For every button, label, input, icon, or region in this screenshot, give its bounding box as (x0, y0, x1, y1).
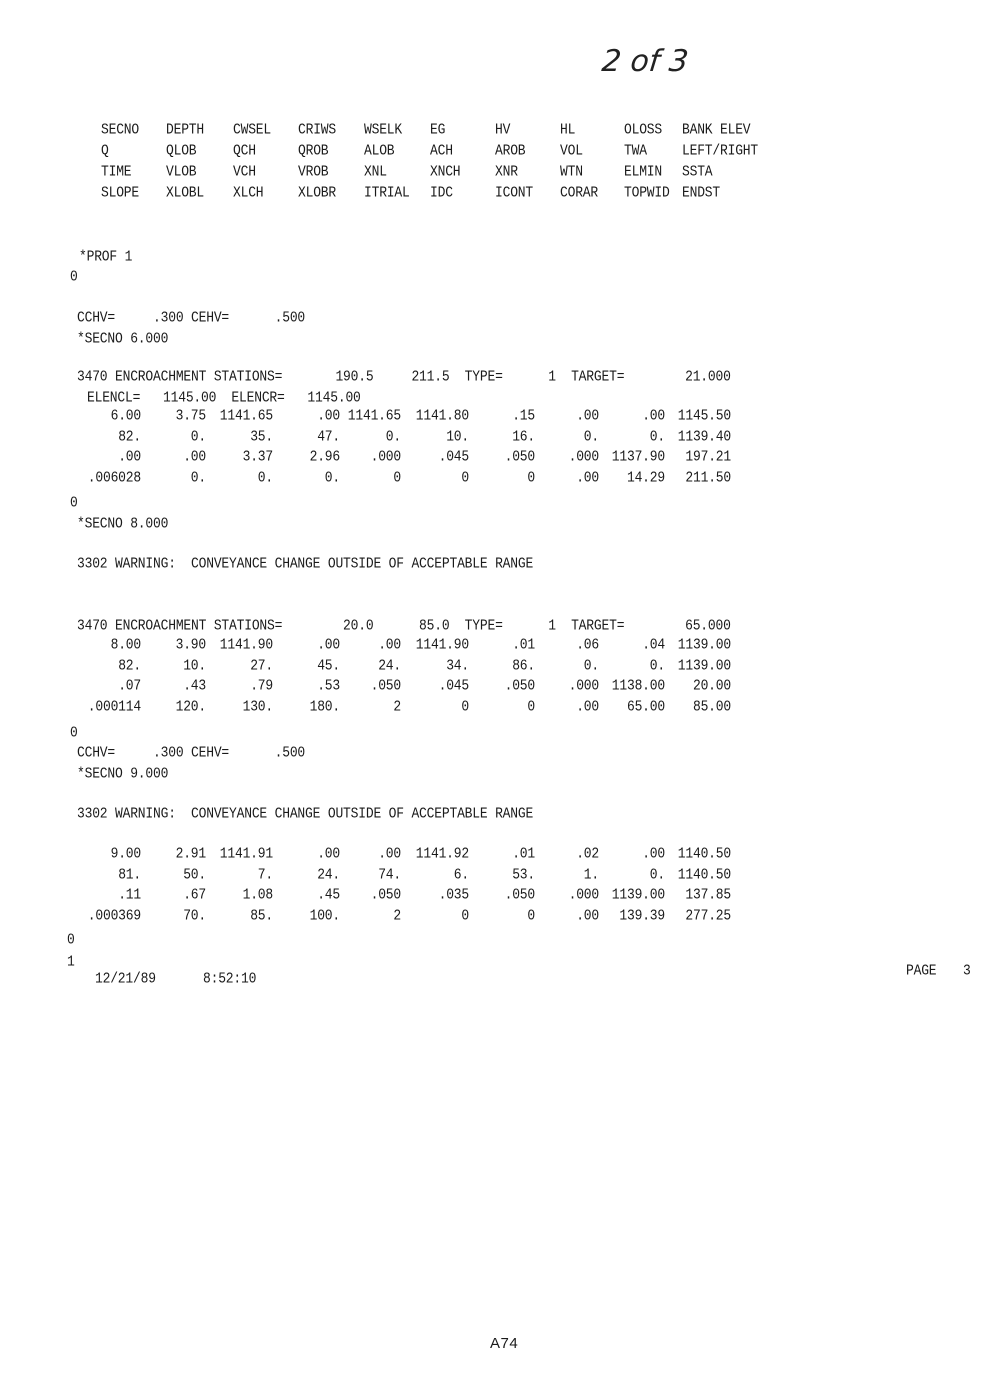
table-cell: 1145.50 (677, 407, 731, 425)
header-cell: VCH (233, 163, 256, 181)
table-cell: 120. (175, 697, 206, 715)
table-cell: .050 (370, 677, 401, 695)
table-cell: .00 (642, 407, 665, 425)
cchv-line: CCHV= .300 CEHV= .500 (77, 744, 306, 762)
table-cell: 180. (309, 697, 340, 715)
table-cell: 74. (378, 865, 401, 883)
table-cell: .00 (576, 697, 599, 715)
table-cell: .00 (118, 448, 141, 466)
table-cell: .15 (512, 407, 535, 425)
secno-line: *SECNO 6.000 (77, 330, 169, 348)
encroachment-line: 3470 ENCROACHMENT STATIONS= 20.0 85.0 TYPE= 1 TARGET= 65.000 (77, 617, 731, 635)
header-cell: ELMIN (624, 163, 663, 181)
header-cell: TIME (101, 163, 132, 181)
table-cell: 85.00 (692, 697, 731, 715)
table-cell: 86. (512, 656, 535, 674)
table-cell: .07 (118, 677, 141, 695)
header-cell: XNR (495, 163, 518, 181)
table-cell: 3.75 (175, 407, 206, 425)
table-cell: 0. (257, 468, 273, 486)
table-cell: 0. (324, 468, 340, 486)
table-cell: 130. (242, 697, 273, 715)
table-cell: 1.08 (242, 886, 273, 904)
table-cell: 2 (393, 906, 401, 924)
table-cell: 81. (118, 865, 141, 883)
header-cell: XNL (364, 163, 387, 181)
table-cell: 1141.65 (347, 407, 401, 425)
page-id: A74 (490, 1335, 519, 1352)
table-cell: .00 (378, 636, 401, 654)
header-cell: VOL (560, 142, 583, 160)
header-cell: ALOB (364, 142, 395, 160)
header-cell: HL (560, 121, 576, 139)
header-cell: ENDST (682, 184, 721, 202)
table-cell: 70. (183, 906, 206, 924)
cchv-line: CCHV= .300 CEHV= .500 (77, 309, 306, 327)
table-cell: 1141.90 (219, 636, 273, 654)
table-cell: .00 (642, 845, 665, 863)
table-cell: .01 (512, 845, 535, 863)
table-cell: 65.00 (626, 697, 665, 715)
secno-line: *SECNO 8.000 (77, 515, 169, 533)
table-cell: 35. (250, 427, 273, 445)
header-cell: ITRIAL (364, 184, 410, 202)
table-cell: 6. (453, 865, 469, 883)
table-cell: .000369 (87, 906, 141, 924)
table-cell: .79 (250, 677, 273, 695)
table-cell: 10. (183, 656, 206, 674)
table-cell: 0. (190, 427, 206, 445)
table-cell: .000 (568, 677, 599, 695)
table-cell: 1139.40 (677, 427, 731, 445)
encroachment-line: 3470 ENCROACHMENT STATIONS= 190.5 211.5 TYPE= 1 TARGET= 21.000 (77, 368, 731, 386)
table-cell: 0. (649, 427, 665, 445)
header-cell: WTN (560, 163, 583, 181)
table-cell: .53 (317, 677, 340, 695)
run-date: 12/21/89 (95, 970, 156, 988)
header-cell: CORAR (560, 184, 599, 202)
table-cell: .050 (370, 886, 401, 904)
table-cell: 0 (461, 697, 469, 715)
table-cell: 9.00 (110, 845, 141, 863)
table-cell: .01 (512, 636, 535, 654)
table-cell: .06 (576, 636, 599, 654)
header-cell: ACH (430, 142, 453, 160)
header-cell: BANK ELEV (682, 121, 751, 139)
table-cell: .00 (317, 407, 340, 425)
table-cell: .000 (370, 448, 401, 466)
table-cell: 0. (385, 427, 401, 445)
table-cell: 0 (461, 468, 469, 486)
header-cell: XLOBR (298, 184, 337, 202)
table-cell: .035 (438, 886, 469, 904)
table-cell: 0. (583, 427, 599, 445)
table-cell: 16. (512, 427, 535, 445)
table-cell: 1140.50 (677, 865, 731, 883)
table-cell: 0. (583, 656, 599, 674)
header-cell: CRIWS (298, 121, 337, 139)
table-cell: 45. (317, 656, 340, 674)
header-cell: XLOBL (166, 184, 205, 202)
table-cell: .050 (504, 448, 535, 466)
table-cell: 24. (317, 865, 340, 883)
one-marker: 1 (67, 953, 75, 971)
table-cell: .00 (576, 906, 599, 924)
page-label: PAGE (906, 962, 937, 980)
header-cell: QCH (233, 142, 256, 160)
header-cell: ICONT (495, 184, 534, 202)
header-cell: TWA (624, 142, 647, 160)
table-cell: 2.91 (175, 845, 206, 863)
header-cell: OLOSS (624, 121, 663, 139)
table-cell: 6.00 (110, 407, 141, 425)
table-cell: 3.37 (242, 448, 273, 466)
table-cell: 211.50 (685, 468, 731, 486)
header-cell: EG (430, 121, 446, 139)
table-cell: .000 (568, 448, 599, 466)
table-cell: 1. (583, 865, 599, 883)
table-cell: 8.00 (110, 636, 141, 654)
table-cell: 0 (527, 906, 535, 924)
table-cell: 27. (250, 656, 273, 674)
zero-marker: 0 (70, 724, 78, 742)
header-cell: IDC (430, 184, 453, 202)
table-cell: 82. (118, 656, 141, 674)
table-cell: 0. (649, 656, 665, 674)
table-cell: 2.96 (309, 448, 340, 466)
table-cell: 139.39 (619, 906, 665, 924)
warning-line: 3302 WARNING: CONVEYANCE CHANGE OUTSIDE OF ACCEPTABLE RANGE (77, 805, 534, 823)
header-cell: HV (495, 121, 511, 139)
table-cell: .050 (504, 677, 535, 695)
table-cell: .000 (568, 886, 599, 904)
table-cell: 100. (309, 906, 340, 924)
header-cell: XLCH (233, 184, 264, 202)
table-cell: 1138.00 (611, 677, 665, 695)
secno-line: *SECNO 9.000 (77, 765, 169, 783)
table-cell: 0 (461, 906, 469, 924)
table-cell: 2 (393, 697, 401, 715)
run-time: 8:52:10 (203, 970, 257, 988)
elencl-line: ELENCL= 1145.00 ELENCR= 1145.00 (87, 389, 361, 407)
table-cell: 14.29 (626, 468, 665, 486)
table-cell: 1139.00 (611, 886, 665, 904)
handwritten-page-count: 2 of 3 (600, 44, 691, 79)
table-cell: 1141.92 (415, 845, 469, 863)
table-cell: 1141.91 (219, 845, 273, 863)
table-cell: 10. (446, 427, 469, 445)
table-cell: .45 (317, 886, 340, 904)
table-cell: 1141.80 (415, 407, 469, 425)
table-cell: .045 (438, 677, 469, 695)
table-cell: 20.00 (692, 677, 731, 695)
table-cell: 1141.90 (415, 636, 469, 654)
table-cell: 0. (649, 865, 665, 883)
header-cell: VROB (298, 163, 329, 181)
table-cell: .11 (118, 886, 141, 904)
header-cell: TOPWID (624, 184, 670, 202)
table-cell: .000114 (87, 697, 141, 715)
table-cell: 1137.90 (611, 448, 665, 466)
zero-marker: 0 (70, 268, 78, 286)
table-cell: .02 (576, 845, 599, 863)
table-cell: .045 (438, 448, 469, 466)
table-cell: 1139.00 (677, 636, 731, 654)
table-cell: .050 (504, 886, 535, 904)
header-cell: QROB (298, 142, 329, 160)
table-cell: 277.25 (685, 906, 731, 924)
table-cell: 82. (118, 427, 141, 445)
table-cell: 0. (190, 468, 206, 486)
table-cell: 53. (512, 865, 535, 883)
table-cell: 0 (393, 468, 401, 486)
page-number: 3 (963, 962, 971, 980)
zero-marker: 0 (67, 931, 75, 949)
table-cell: .43 (183, 677, 206, 695)
table-cell: 34. (446, 656, 469, 674)
table-cell: 50. (183, 865, 206, 883)
header-cell: VLOB (166, 163, 197, 181)
header-cell: DEPTH (166, 121, 205, 139)
table-cell: .00 (576, 468, 599, 486)
table-cell: 0 (527, 468, 535, 486)
table-cell: 85. (250, 906, 273, 924)
header-cell: SLOPE (101, 184, 140, 202)
table-cell: 3.90 (175, 636, 206, 654)
table-cell: 197.21 (685, 448, 731, 466)
warning-line: 3302 WARNING: CONVEYANCE CHANGE OUTSIDE OF ACCEPTABLE RANGE (77, 555, 534, 573)
table-cell: .00 (183, 448, 206, 466)
header-cell: XNCH (430, 163, 461, 181)
table-cell: 0 (527, 697, 535, 715)
table-cell: .04 (642, 636, 665, 654)
table-cell: 1140.50 (677, 845, 731, 863)
table-cell: 137.85 (685, 886, 731, 904)
header-cell: SSTA (682, 163, 713, 181)
table-cell: .00 (317, 636, 340, 654)
header-cell: AROB (495, 142, 526, 160)
table-cell: .00 (576, 407, 599, 425)
header-cell: LEFT/RIGHT (682, 142, 759, 160)
table-cell: 1141.65 (219, 407, 273, 425)
table-cell: 1139.00 (677, 656, 731, 674)
header-cell: CWSEL (233, 121, 272, 139)
table-cell: .67 (183, 886, 206, 904)
table-cell: .00 (378, 845, 401, 863)
table-cell: 47. (317, 427, 340, 445)
zero-marker: 0 (70, 494, 78, 512)
table-cell: .006028 (87, 468, 141, 486)
prof-line: *PROF 1 (79, 248, 133, 266)
header-cell: SECNO (101, 121, 140, 139)
table-cell: 7. (257, 865, 273, 883)
header-cell: WSELK (364, 121, 403, 139)
header-cell: QLOB (166, 142, 197, 160)
table-cell: .00 (317, 845, 340, 863)
table-cell: 24. (378, 656, 401, 674)
header-cell: Q (101, 142, 109, 160)
